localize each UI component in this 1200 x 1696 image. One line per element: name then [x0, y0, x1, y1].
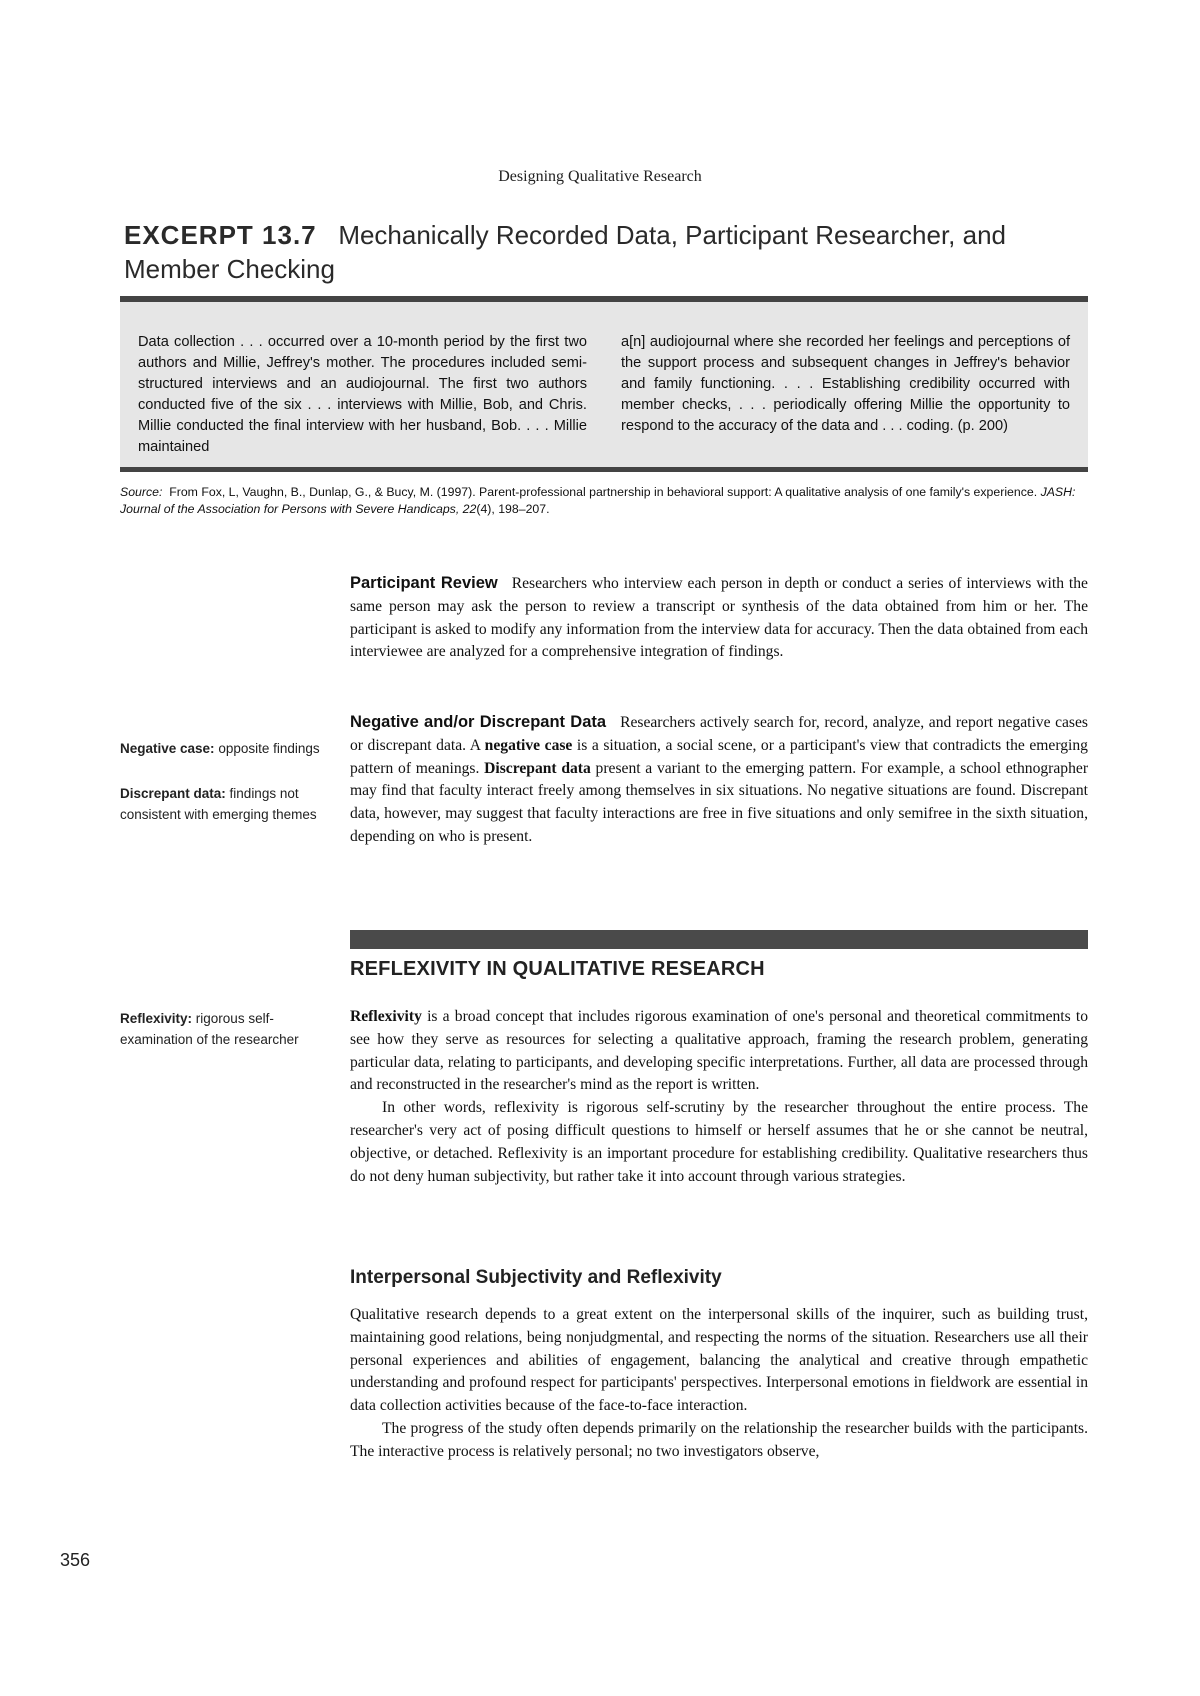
excerpt-column-left: Data collection . . . occurred over a 10-month period by the first two authors and Millie, Jeffrey's mother. The procedures included semi-structured interviews and an audiojournal. The first two authors conducted five of the six . . . interviews with Millie, Bob, and Chris. Millie conducted the final interview with her husband, Bob. . . . Millie maintained — [138, 334, 587, 455]
section-divider-bar — [350, 930, 1088, 949]
participant-review-text: Researchers who interview each person in depth or conduct a series of interviews with the same person may ask the person to review a transcript or synthesis of the data obtained from him or her. The participant is asked to modify any information from the interview data for accuracy. Then the data obtained from each interviewee are analyzed for a comprehensive integration of findings. — [350, 575, 1088, 661]
negative-discrepant-heading: Negative and/or Discrepant Data — [350, 713, 607, 731]
page-number: 356 — [60, 1550, 91, 1570]
margin-def-discrepant-data: findings not consistent with emerging themes — [120, 786, 317, 822]
negative-discrepant-text-3: present a variant to the emerging pattern. For example, a school ethnographer may find that faculty interact freely among themselves in six situations. No negative situations are found. Discrepant data, however, may suggest that faculty interactions are free in five situations and only semifree in the sixth situation, depending on who is present. — [350, 759, 1089, 845]
term-negative-case: negative case — [484, 736, 573, 754]
margin-def-negative-case: opposite findings — [218, 741, 320, 756]
excerpt-box — [120, 296, 1088, 472]
interpersonal-p1: Qualitative research depends to a great extent on the interpersonal skills of the inquirer, such as building trust, maintaining good relations, being nonjudgmental, and respecting the norms of the situation. Researchers use all their personal experiences and abilities of engagement, balancing the analytical and creative through empathetic understanding and profound respect for participants' perspectives. Interpersonal emotions in fieldwork are essential in data collection activities because of the face-to-face interaction. — [350, 1306, 1088, 1415]
margin-term-reflexivity: Reflexivity: — [120, 1011, 193, 1026]
subheading: Interpersonal Subjectivity and Reflexivity — [350, 1267, 722, 1288]
reflexivity-p1: is a broad concept that includes rigorous examination of one's personal and theoretical commitments to see how they serve as resources for selecting a qualitative approach, framing the research problem, generating particular data, relating to participants, and developing specific interpretations. Further, all data are processed through and reconstructed in the researcher's mind as the report is written. — [350, 1008, 1089, 1094]
excerpt-column-right: a[n] audiojournal where she recorded her feelings and perceptions of the support process and subsequent changes in Jeffrey's behavior and family functioning. . . . Establishing credibility occurred with member checks, . . . periodically offering Millie the opportunity to respond to the accuracy of the data and . . . coding. (p. 200) — [621, 334, 1070, 434]
source-label: Source: — [120, 485, 163, 499]
negative-discrepant-text-2: is a situation, a social scene, or a participant's view that contradicts the emerging pattern of meanings. — [350, 736, 1088, 777]
term-reflexivity: Reflexivity — [350, 1008, 422, 1025]
section-heading: REFLEXIVITY IN QUALITATIVE RESEARCH — [350, 958, 765, 980]
participant-review-paragraph — [350, 572, 1088, 664]
excerpt-title — [124, 218, 1084, 286]
margin-note-negative-case — [120, 738, 320, 759]
source-pages: (4), 198–207. — [476, 502, 550, 516]
participant-review-heading: Participant Review — [350, 574, 498, 592]
margin-def-reflexivity: rigorous self-examination of the researcher — [120, 1011, 299, 1047]
excerpt-title-text: Mechanically Recorded Data, Participant Researcher, and Member Checking — [124, 220, 1006, 284]
margin-note-reflexivity — [120, 1008, 320, 1050]
running-head: Designing Qualitative Research — [498, 168, 702, 185]
negative-discrepant-text-1: Researchers actively search for, record, analyze, and report negative cases or discrepant data. A — [350, 714, 1088, 754]
margin-note-discrepant-data — [120, 783, 320, 825]
interpersonal-paragraphs — [350, 1304, 1088, 1464]
term-discrepant-data: Discrepant data — [484, 759, 591, 777]
source-journal: JASH: Journal of the Association for Persons with Severe Handicaps, 22 — [120, 485, 1076, 516]
margin-term-negative-case: Negative case: — [120, 741, 215, 756]
reflexivity-p2: In other words, reflexivity is rigorous self-scrutiny by the researcher throughout the entire process. The researcher's very act of posing difficult questions to himself or herself assumes that he or she cannot be neutral, objective, or detached. Reflexivity is an important procedure for establishing credibility. Qualitative researchers thus do not deny human subjectivity, but rather take it into account through various strategies. — [350, 1099, 1088, 1185]
excerpt-label: EXCERPT 13.7 — [124, 220, 317, 250]
source-text: From Fox, L, Vaughn, B., Dunlap, G., & Bucy, M. (1997). Parent-professional partnership in behavioral support: A qualitative analysis of one family's experience. — [169, 485, 1038, 499]
negative-discrepant-paragraph — [350, 711, 1088, 849]
source-citation — [120, 484, 1090, 518]
interpersonal-p2: The progress of the study often depends primarily on the relationship the researcher builds with the participants. The interactive process is relatively personal; no two investigators observe, — [350, 1419, 1088, 1460]
margin-term-discrepant-data: Discrepant data: — [120, 786, 226, 801]
reflexivity-paragraphs — [350, 1006, 1088, 1188]
